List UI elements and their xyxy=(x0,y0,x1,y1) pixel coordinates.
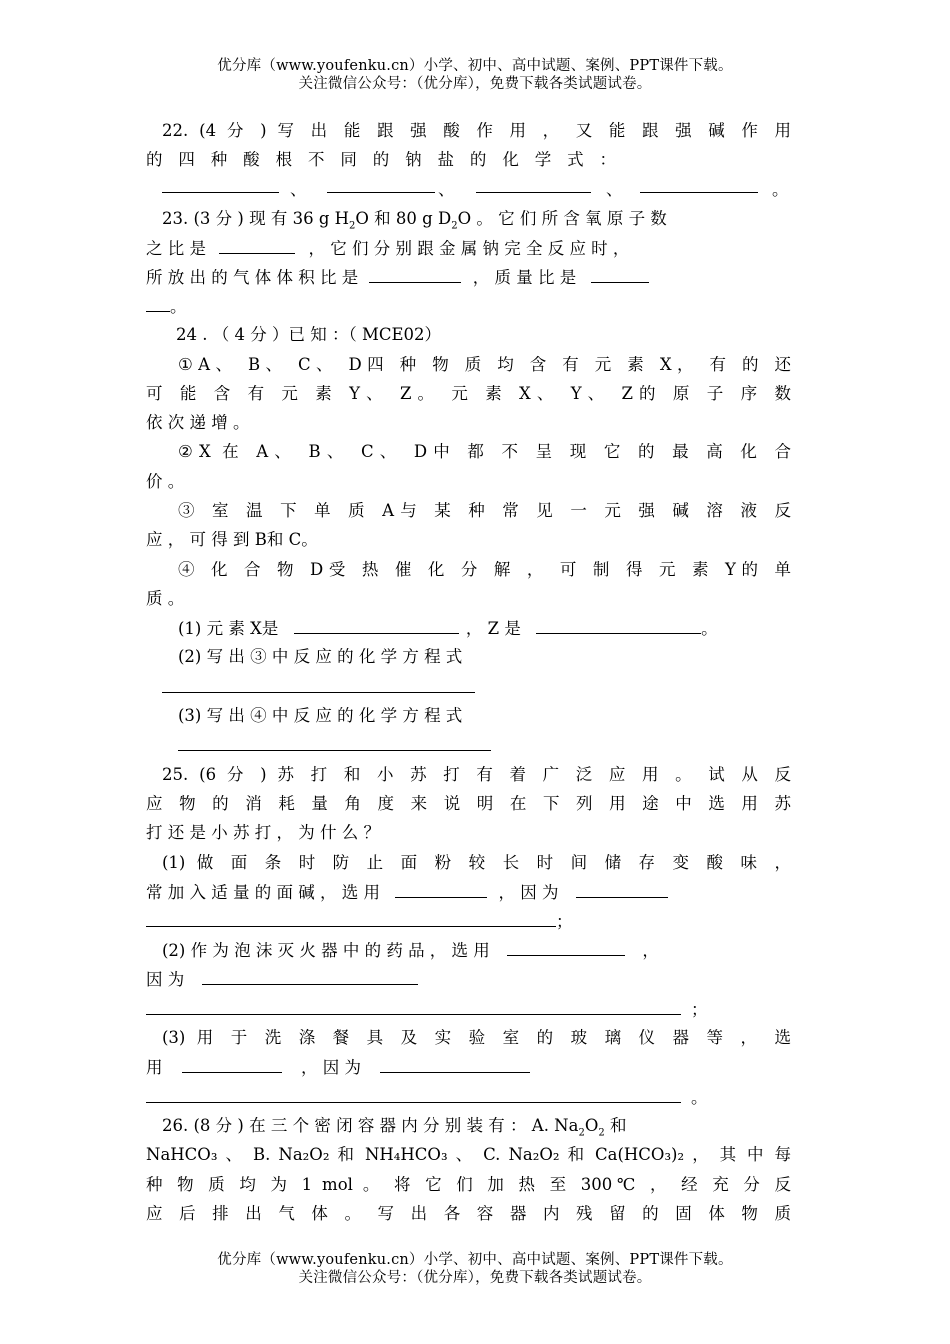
q22-sep-2: 、 xyxy=(438,180,455,199)
q25-part-2-line-3 xyxy=(146,994,791,1023)
q25-line-3: 打 还 是 小 苏 打 ， 为 什 么 ？ xyxy=(146,823,380,842)
q25-part-3-line-2 xyxy=(146,1052,791,1081)
header-line-1: 优分库（www.youfenku.cn）小学、初中、高中试题、案例、PPT课件下载。 xyxy=(217,58,733,74)
q26-l1-a: 26. (8 分 ) 在 三 个 密 闭 容 器 内 分 别 装 有 ： A. Na xyxy=(162,1116,579,1135)
q24-blank-eq-3[interactable] xyxy=(178,750,491,751)
q25-p3-d: 。 xyxy=(691,1088,708,1107)
q23-blank-1[interactable] xyxy=(219,233,295,254)
q22-blank-4[interactable] xyxy=(640,192,758,193)
q23-l2-b: ， 它 们 分 别 跟 金 属 钠 完 全 反 应 时 ， xyxy=(308,239,630,258)
q26-line-1 xyxy=(162,1111,791,1140)
q25-p2-b: ， xyxy=(642,941,659,960)
q26-line-3: 种 物 质 均 为 1 mol 。 将 它 们 加 热 至 300℃ ， 经 充 分 反 xyxy=(146,1175,791,1194)
q24-line-10: 质 。 xyxy=(146,589,185,608)
page-header xyxy=(0,57,950,93)
q25-line-2: 应 物 的 消 耗 量 角 度 来 说 明 在 下 列 用 途 中 选 用 苏 xyxy=(146,794,791,813)
q24-p1-a: (1) 元 素 X是 xyxy=(178,619,279,638)
q23-sub-a: 2 xyxy=(349,220,356,232)
q23-l2-a: 之 比 是 xyxy=(146,239,206,258)
q25-p3-b: 用 xyxy=(146,1058,163,1077)
q25-part-1-line-3 xyxy=(146,906,791,935)
q25-blank-3-reason-cont[interactable] xyxy=(146,1082,681,1103)
q22-sep-3: 、 xyxy=(606,180,623,199)
q23-sub-b: 2 xyxy=(451,220,458,232)
q23-text-b: O 和 80 g D xyxy=(355,209,452,228)
q22-blank-3[interactable] xyxy=(476,192,591,193)
q25-part-1-line-1: (1) 做 面 条 时 防 止 面 粉 较 长 时 间 储 存 变 酸 味 ， xyxy=(162,853,791,872)
q23-line-2 xyxy=(146,233,791,262)
q24-line-5: ②X 在 A、 B、 C、 D中 都 不 呈 现 它 的 最 高 化 合 xyxy=(178,442,791,461)
q25-blank-2-choice[interactable] xyxy=(507,935,625,956)
q26-l1-c: 和 xyxy=(604,1116,627,1135)
q23-blank-3-cont[interactable] xyxy=(146,291,170,312)
q25-blank-2-reason-cont[interactable] xyxy=(146,994,681,1015)
q24-part-3: (3) 写 出 ④ 中 反 应 的 化 学 方 程 式 xyxy=(178,706,463,725)
q25-blank-1-choice[interactable] xyxy=(395,877,487,898)
q24-p1-c: 。 xyxy=(701,619,718,638)
header-line-2: 关注微信公众号：（优分库），免费下载各类试题试卷。 xyxy=(298,76,652,92)
q26-sub-a: 2 xyxy=(578,1127,585,1139)
q25-p2-d: ； xyxy=(691,1000,708,1019)
q23-blank-2[interactable] xyxy=(369,262,461,283)
q25-blank-1-reason-cont[interactable] xyxy=(146,906,556,927)
q25-part-1-line-2 xyxy=(146,877,791,906)
q23-l4: 。 xyxy=(170,297,187,316)
q25-blank-2-reason[interactable] xyxy=(202,964,418,985)
q23-line-4 xyxy=(146,291,791,320)
q26-sub-b: 2 xyxy=(598,1127,605,1139)
q24-line-2: ①A、 B、 C、 D四 种 物 质 均 含 有 元 素 X， 有 的 还 xyxy=(178,355,791,374)
q24-line-7: ③ 室 温 下 单 质 A与 某 种 常 见 一 元 强 碱 溶 液 反 xyxy=(178,501,791,520)
page-footer xyxy=(0,1251,950,1287)
q25-blank-3-reason[interactable] xyxy=(380,1052,530,1073)
q25-part-3-line-3 xyxy=(146,1082,791,1111)
q22-blank-2[interactable] xyxy=(327,192,435,193)
q22-line-1: 22. (4 分 ) 写 出 能 跟 强 酸 作 用 ， 又 能 跟 强 碱 作 用 xyxy=(162,121,791,140)
q24-blank-z[interactable] xyxy=(536,613,701,634)
q25-p2-c: 因 为 xyxy=(146,970,185,989)
q25-part-2-line-1 xyxy=(162,935,812,964)
q25-p2-a: (2) 作 为 泡 沫 灭 火 器 中 的 药 品 ， 选 用 xyxy=(162,941,490,960)
q25-p1-c: ， 因 为 xyxy=(498,883,559,902)
q22-sep-1: 、 xyxy=(290,180,307,199)
q24-line-9: ④ 化 合 物 D受 热 催 化 分 解 ， 可 制 得 元 素 Y的 单 xyxy=(178,560,791,579)
q24-line-8: 应 ， 可 得 到 B和 C。 xyxy=(146,530,318,549)
q26-l1-b: O xyxy=(584,1116,599,1135)
q24-line-1: 24 . （ 4 分 ）已 知 ：（ MCE02） xyxy=(176,325,442,344)
q23-line-3 xyxy=(146,262,791,291)
q24-line-3: 可 能 含 有 元 素 Y、 Z。 元 素 X、 Y、 Z的 原 子 序 数 xyxy=(146,384,791,403)
q24-line-6: 价 。 xyxy=(146,472,185,491)
q24-blank-eq-2[interactable] xyxy=(162,692,475,693)
q24-blank-x[interactable] xyxy=(294,613,459,634)
q22-blank-1[interactable] xyxy=(162,192,279,193)
footer-line-2: 关注微信公众号：（优分库），免费下载各类试题试卷。 xyxy=(298,1270,652,1286)
q23-blank-3[interactable] xyxy=(591,262,649,283)
q24-part-1 xyxy=(178,613,791,642)
q25-p1-b: 常 加 入 适 量 的 面 碱 ， 选 用 xyxy=(146,883,380,902)
q25-part-2-line-2 xyxy=(146,964,791,993)
q23-text-c: O 。 它 们 所 含 氧 原 子 数 xyxy=(457,209,667,228)
q24-line-4: 依 次 递 增 。 xyxy=(146,413,250,432)
q25-line-1: 25. (6 分 ) 苏 打 和 小 苏 打 有 着 广 泛 应 用 。 试 从 反 xyxy=(162,765,791,784)
q22-line-2: 的 四 种 酸 根 不 同 的 钠 盐 的 化 学 式 ： xyxy=(146,150,616,169)
q25-blank-1-reason[interactable] xyxy=(576,877,668,898)
q23-text-a: 23. (3 分 ) 现 有 36 g H xyxy=(162,209,350,228)
q23-l3-b: ， 质 量 比 是 xyxy=(472,268,577,287)
q26-line-2: NaHCO₃ 、 B. Na₂O₂ 和 NH₄HCO₃ 、 C. Na₂O₂ 和 Ca(HCO₃)₂ ， 其 中 每 xyxy=(146,1145,791,1164)
q25-p1-d: ； xyxy=(556,912,573,931)
q23-l3-a: 所 放 出 的 气 体 体 积 比 是 xyxy=(146,268,359,287)
q25-p3-c: ， 因 为 xyxy=(301,1058,361,1077)
q25-blank-3-choice[interactable] xyxy=(182,1052,282,1073)
q22-end: 。 xyxy=(772,180,789,199)
q24-p1-b: ， Z 是 xyxy=(465,619,521,638)
q24-part-2: (2) 写 出 ③ 中 反 应 的 化 学 方 程 式 xyxy=(178,647,463,666)
q23-line-1 xyxy=(162,204,791,233)
footer-line-1: 优分库（www.youfenku.cn）小学、初中、高中试题、案例、PPT课件下载。 xyxy=(217,1252,733,1268)
q26-line-4: 应 后 排 出 气 体 。 写 出 各 容 器 内 残 留 的 固 体 物 质 xyxy=(146,1204,791,1223)
q25-part-3-line-1: (3) 用 于 洗 涤 餐 具 及 实 验 室 的 玻 璃 仪 器 等 ， 选 xyxy=(162,1028,791,1047)
